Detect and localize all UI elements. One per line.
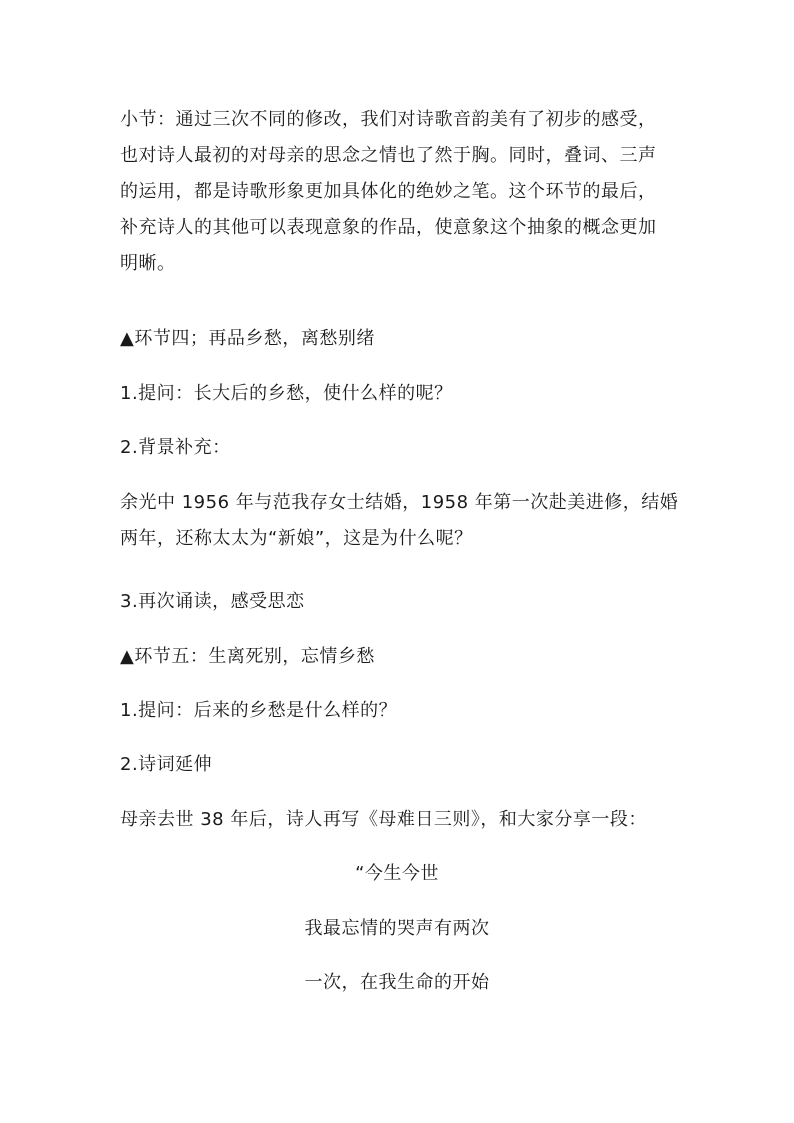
summary-line: 也对诗人最初的对母亲的思念之情也了然于胸。同时，叠词、三声 xyxy=(120,145,657,166)
background-line: 两年，还称太太为“新娘”，这是为什么呢？ xyxy=(120,528,473,549)
section4-question-1: 1.提问：长大后的乡愁，使什么样的呢？ xyxy=(120,383,453,404)
section4-question-2: 2.背景补充： xyxy=(120,437,231,458)
section5-question-1: 1.提问：后来的乡愁是什么样的？ xyxy=(120,700,398,721)
summary-line: 的运用，都是诗歌形象更加具体化的绝妙之笔。这个环节的最后， xyxy=(120,181,657,202)
poem-line: 我最忘情的哭声有两次 xyxy=(304,918,490,939)
poem-line: “今生今世 xyxy=(355,863,439,884)
summary-line: 明晰。 xyxy=(120,253,176,274)
section5-question-2: 2.诗词延伸 xyxy=(120,754,213,775)
background-line: 余光中 1956 年与范我存女士结婚，1958 年第一次赴美进修，结婚 xyxy=(120,492,679,513)
section5-heading: ▲环节五：生离死别，忘情乡愁 xyxy=(120,646,375,667)
poem-line: 一次，在我生命的开始 xyxy=(304,972,490,993)
section4-question-3: 3.再次诵读，感受思恋 xyxy=(120,591,305,612)
summary-paragraph xyxy=(120,102,668,282)
poem-intro: 母亲去世 38 年后，诗人再写《母难日三则》，和大家分享一段： xyxy=(120,809,647,830)
section4-heading: ▲环节四；再品乡愁，离愁别绪 xyxy=(120,328,375,349)
background-paragraph xyxy=(120,485,679,557)
summary-line: 小节：通过三次不同的修改，我们对诗歌音韵美有了初步的感受， xyxy=(120,109,657,130)
summary-line: 补充诗人的其他可以表现意象的作品，使意象这个抽象的概念更加 xyxy=(120,217,657,238)
